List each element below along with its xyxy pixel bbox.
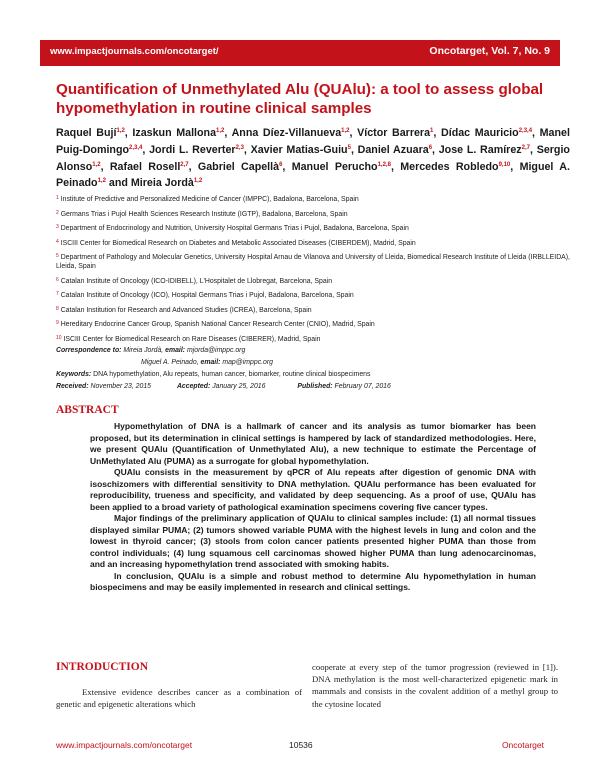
author-entry (132, 127, 224, 139)
author-name: Sergio Alonso (56, 143, 570, 173)
accepted-label: Accepted: (176, 383, 211, 390)
affiliation-text: ISCIII Center for Biomedical Research on Diabetes and Metabolic Associated Diseases (CIBERDEM), Madrid, Spain (58, 239, 416, 247)
author-affiliation-marker: 2,3,4 (129, 144, 143, 151)
author-name: Daniel Azuara (357, 143, 429, 156)
affiliation-number: 6 (56, 276, 59, 283)
author-affiliation-marker: 1,2 (193, 178, 203, 185)
affiliation-number: 9 (56, 320, 59, 326)
author-entry (357, 127, 433, 139)
affiliation-number: 4 (56, 238, 59, 245)
author-affiliation-marker: 1,2 (341, 128, 350, 134)
author-affiliation-marker: 1,2 (116, 128, 125, 134)
affiliation-text: Germans Trias i Pujol Health Sciences Research Institute (IGTP), Badalona, Barcelona, Spain (58, 210, 348, 218)
abstract-paragraph-1: Hypomethylation of DNA is a hallmark of cancer and its analysis as tumor biomarker has been proposed, but its determination in clinical settings is hampered by lack of standardized methodologies. Here, we present QUAlu (Quantification of Unmethylated Alu), a new technique to estimate the Percentage of UnMethylated Alu (PUMA) as a surrogate for global hypomethylation. (90, 421, 536, 466)
author-name: Manuel Perucho (291, 160, 378, 173)
author-name: Víctor Barrera (357, 127, 431, 139)
keywords-line (56, 370, 570, 379)
article-title: Quantification of Unmethylated Alu (QUAlu): a tool to assess global hypomethylation in routine clinical samples (56, 81, 544, 117)
journal-citation: Oncotarget, Vol. 7, No. 9 (429, 45, 550, 57)
author-affiliation-marker: 2,7 (521, 144, 530, 151)
footer-journal: Oncotarget (501, 740, 544, 750)
received-date: November 23, 2015 (90, 383, 152, 390)
affiliation-item (56, 209, 570, 219)
author-name: Gabriel Capellà (197, 160, 280, 173)
affiliation-item (56, 334, 570, 344)
correspondence-line-2 (56, 358, 570, 367)
author-name: Rafael Rosell (109, 160, 181, 173)
author-name: Dídac Mauricio (441, 127, 519, 139)
affiliation-text: ISCIII Center for Biomedical Research on Rare Diseases (CIBERER), Madrid, Spain (61, 335, 321, 343)
affiliation-item (56, 290, 570, 300)
author-name: Manel Puig-Domingo (56, 127, 570, 156)
affiliation-text: Department of Endocrinology and Nutrition, University Hospital Germans Trias i Pujol, Badalona, Barcelona, Spain (58, 225, 409, 232)
author-name: Xavier Matias-Guiu (250, 143, 348, 156)
author-affiliation-marker: 2,3 (235, 144, 244, 151)
author-name: Mireia Jordà (130, 177, 194, 190)
affiliation-item (56, 305, 570, 315)
affiliation-text: Catalan Institute of Oncology (ICO), Hospital Germans Trias i Pujol, Badalona, Barcelona, Spain (58, 292, 354, 299)
affiliation-text: Institute of Predictive and Personalized Medicine of Cancer (IMPPC), Badalona, Barcelona, Spain (58, 196, 359, 203)
correspondence-line-1 (56, 346, 570, 355)
article-metadata (56, 346, 570, 394)
published-label: Published: (297, 383, 333, 390)
author-affiliation-marker: 6 (428, 144, 433, 151)
journal-header-bar (40, 40, 560, 66)
introduction-right-column: cooperate at every step of the tumor progression (reviewed in [1]). DNA methylation is the most well-characterized epigenetic mark in mammals and consists in the covalent addition of a methyl group to the cytosine located (312, 662, 558, 709)
correspondence-email-2[interactable]: map@imppc.org (222, 359, 274, 366)
introduction-heading: INTRODUCTION (56, 661, 149, 673)
affiliation-number: 5 (56, 253, 59, 259)
author-entry (110, 161, 189, 173)
affiliation-item (56, 252, 570, 271)
keywords-text: DNA hypomethylation, Alu repeats, human cancer, biomarker, routine clinical biospecimens (93, 371, 371, 378)
author-name: Miguel A. Peinado (56, 160, 570, 190)
affiliation-list (56, 194, 570, 348)
email-label-2: email: (200, 359, 221, 366)
email-label-1: email: (165, 347, 186, 354)
author-affiliation-marker: 1,2 (97, 178, 106, 185)
author-name: Izaskun Mallona (132, 127, 217, 139)
author-name: Jordi L. Reverter (149, 143, 236, 156)
affiliation-text: Catalan Institution for Research and Advanced Studies (ICREA), Barcelona, Spain (58, 306, 312, 314)
abstract-paragraph-3: Major findings of the preliminary application of QUAlu to clinical samples include: (1) all normal tissues displayed similar PUMA; (2) tumors showed variable PUMA with the highest levels in lung and colon and the lowest in thyroid cancer; (3) stools from colon cancer patients presented higher PUMA than those from control individuals; (4) lung squamous cell carcinomas showed higher PUMA than lung adenocarcinomas, and an increasing hypomethylation trend associated with smoking habits. (90, 513, 536, 569)
author-affiliation-marker: 2,7 (180, 161, 189, 168)
journal-url[interactable]: www.impactjournals.com/oncotarget/ (50, 46, 219, 57)
author-affiliation-marker: 1,2 (92, 161, 101, 168)
affiliation-text: Department of Pathology and Molecular Genetics, University Hospital Arnau de Vilanova and University of Lleida, Biomedical Research Institute of Lleida (IRBLLEIDA), Lleida, Spain (56, 254, 570, 270)
affiliation-item (56, 238, 570, 248)
affiliation-number: 8 (56, 305, 59, 312)
affiliation-number: 3 (56, 224, 59, 230)
affiliation-item (56, 194, 570, 204)
published-date: February 07, 2016 (334, 383, 391, 390)
author-entry (198, 161, 283, 173)
author-affiliation-marker: 2,3,4 (518, 128, 533, 134)
author-affiliation-marker: 1 (430, 128, 434, 134)
accepted-date: January 25, 2016 (212, 383, 266, 390)
author-name: Raquel Bují (56, 127, 117, 139)
author-name: Anna Díez-Villanueva (231, 127, 342, 139)
author-affiliation-marker: 6 (279, 161, 283, 168)
author-list: Raquel Bují$^{1,2}$, Izaskun Mallona$^{1,2}$, Anna Díez-Villanueva$^{1,2}$, Víctor Barrera$^1$, Dídac Mauricio$^{2,3,4}$, Manel Puig-Domingo$^{2,3,4}$, Jordi L. Reverter$^{2,3}$, Xavier Matias-Guiu$^5$, Daniel Azuara$^6$, Jose L. Ramírez$^{2,7}$, Sergio Alonso$^{1,2}$, Rafael Rosell$^{2,7}$, Gabriel Capellà$^6$, Manuel Perucho$^{1,2,8}$, Mercedes Robledo$^{9,10}$, Miguel A. Peinado$^{1,2}$ and Mireia Jordà$^{1,2}$ (56, 127, 570, 190)
keywords-label: Keywords: (56, 371, 92, 378)
abstract-paragraph-4: In conclusion, QUAlu is a simple and robust method to determine Alu hypomethylation in human biospecimens and may be easily implemented in research and clinical settings. (90, 570, 536, 592)
author-name: Mercedes Robledo (400, 160, 499, 173)
affiliation-number: 10 (56, 334, 62, 341)
correspondence-email-1[interactable]: mjorda@imppc.org (186, 347, 246, 354)
author-entry (441, 127, 532, 139)
abstract-paragraph-2: QUAlu consists in the measurement by qPCR of Alu repeats after digestion of genomic DNA with isoschizomers with differential sensitivity to DNA methylation. QUAlu performance has been evaluated for reproducibility, trueness and specificity, and validated by deep sequencing. As a proof of use, QUAlu has been applied to a broad variety of pathological examination specimens covering five cancer types. (90, 467, 536, 512)
correspondence-name-2: Miguel A. Peinado, (141, 359, 199, 366)
affiliation-number: 7 (56, 291, 59, 297)
author-name: Jose L. Ramírez (438, 143, 522, 156)
affiliation-text: Catalan Institute of Oncology (ICO-IDIBELL), L'Hospitalet de Llobregat, Barcelona, Spain (58, 277, 333, 285)
introduction-left-column: Extensive evidence describes cancer as a combination of genetic and epigenetic alterations which (56, 687, 302, 710)
author-entry (56, 127, 125, 139)
footer-url[interactable]: www.impactjournals.com/oncotarget (56, 740, 193, 750)
author-entry (149, 144, 244, 156)
author-entry (439, 144, 530, 156)
dates-line (56, 382, 570, 391)
author-entry (400, 161, 510, 173)
author-entry (358, 144, 432, 156)
author-affiliation-marker: 5 (347, 144, 351, 151)
affiliation-number: 2 (56, 209, 59, 216)
affiliation-item (56, 223, 570, 233)
author-affiliation-marker: 1,2 (216, 128, 225, 134)
abstract-body (90, 421, 536, 594)
author-affiliation-marker: 9,10 (498, 161, 511, 168)
author-entry (232, 127, 350, 139)
affiliation-number: 1 (56, 195, 59, 201)
abstract-heading: ABSTRACT (56, 404, 119, 416)
author-entry (292, 161, 391, 173)
received-label: Received: (56, 383, 89, 390)
correspondence-label: Correspondence to: (56, 347, 122, 354)
affiliation-item (56, 276, 570, 286)
affiliation-text: Hereditary Endocrine Cancer Group, Spanish National Cancer Research Center (CNIO), Madrid, Spain (58, 321, 375, 328)
author-affiliation-marker: 1,2,8 (377, 161, 391, 168)
author-entry (251, 144, 351, 156)
affiliation-item (56, 319, 570, 329)
author-entry (131, 177, 202, 189)
page-number: 10536 (289, 740, 313, 750)
correspondence-name-1: Mireia Jordà, (123, 347, 164, 354)
